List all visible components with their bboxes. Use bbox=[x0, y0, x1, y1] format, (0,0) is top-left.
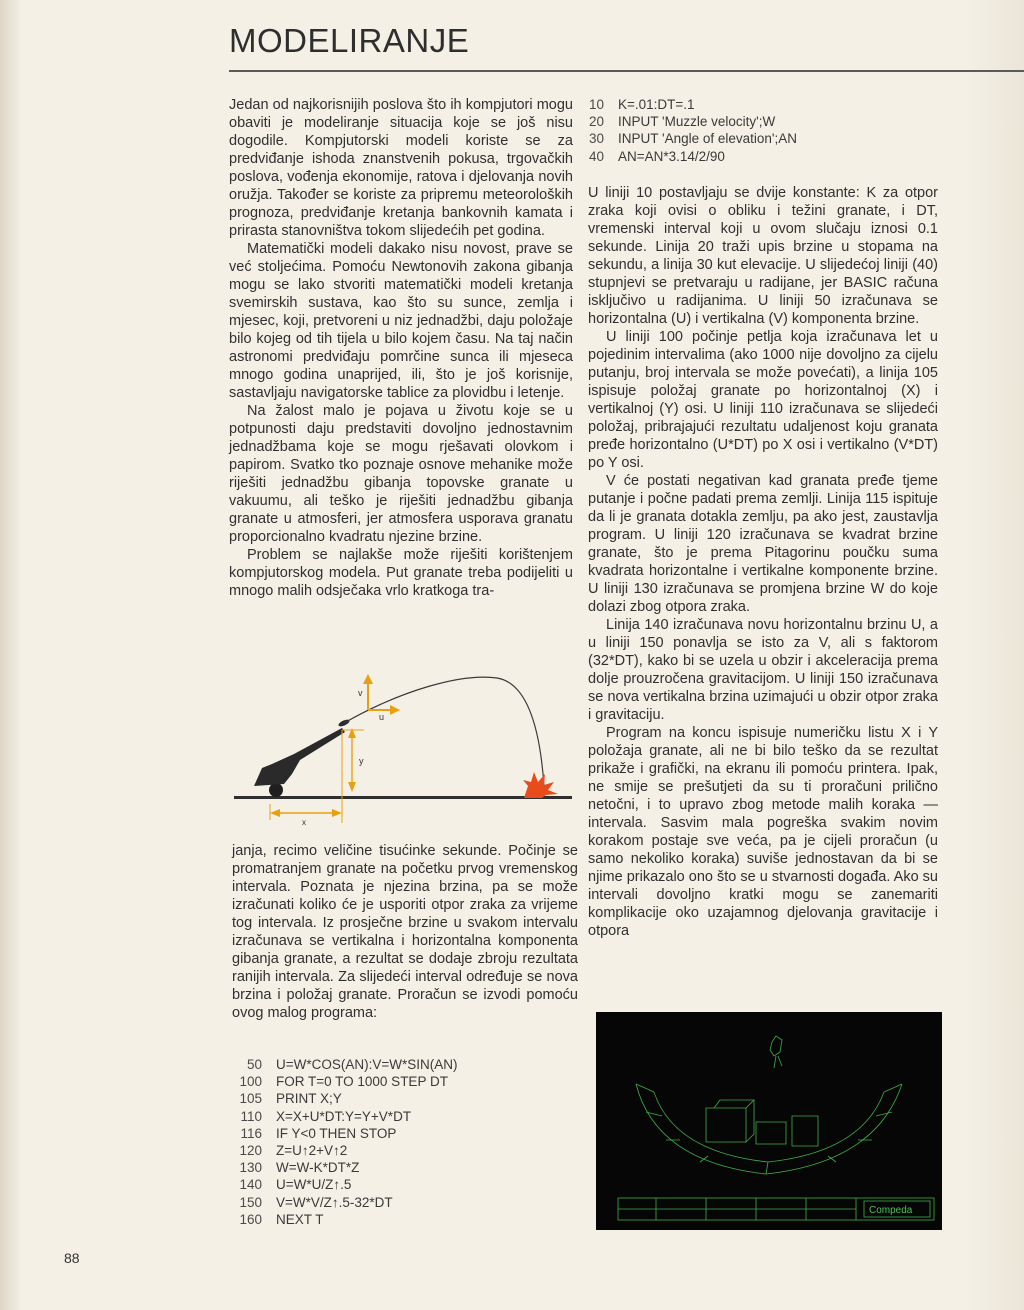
label-x: x bbox=[302, 818, 306, 827]
paragraph: V će postati negativan kad granata pređe tjeme putanje i počne padati prema zemlji. Linija 115 ispituje da li je granata dotakla zemlju, pa ako jest, zaustavlja program. U liniji 120 izračunava se kvadrat brzine granate, što je prema Pitagorinu poučku suma kvadrata horizontalne i vertikalne komponente brzine. U liniji 130 izračunava se promjena brzine W do koje dolazi zbog otpora zraka. bbox=[588, 473, 938, 615]
screen-logo-text: Compeda bbox=[869, 1205, 913, 1216]
wireframe-bowl-rim bbox=[636, 1084, 902, 1174]
line-number: 100 bbox=[239, 1074, 262, 1090]
label-v: v bbox=[358, 688, 363, 698]
code-line bbox=[228, 1073, 548, 1090]
wireframe-figure bbox=[770, 1036, 782, 1068]
trajectory-curve bbox=[344, 677, 544, 786]
code-line bbox=[580, 96, 880, 113]
page-title: MODELIRANJE bbox=[229, 22, 470, 59]
line-number: 50 bbox=[246, 1057, 262, 1072]
code-statement: INPUT 'Muzzle velocity';W bbox=[618, 114, 776, 130]
code-statement: AN=AN*3.14/2/90 bbox=[618, 148, 725, 164]
paragraph: Program na koncu ispisuje numeričku listu X i Y položaja granate, ali ne bi bilo teško da se rezultat prikaže i grafički, na ekranu ili pomoću printera. Ipak, ne smije se prešutjeti da su ti proračuni prilično netočni, i to upravo zbog metode malih koraka — intervala. Sasvim mala pogreška svakim novim korakom postaje sve veća, pa je cijeli proračun (u samo nekoliko koraka) suviše jednostavan da bi se njime prikazalo ono što se u stvarnosti događa. Ako su intervali dovoljno kratki mogu se zanemariti komplikacije oko uzajamnog djelovanja gravitacije i otpora bbox=[588, 725, 938, 939]
code-line bbox=[228, 1211, 548, 1228]
vector-u-arrowhead bbox=[390, 705, 400, 715]
right-column-text bbox=[588, 184, 938, 940]
code-statement: X=X+U*DT:Y=Y+V*DT bbox=[276, 1108, 412, 1124]
line-number: 40 bbox=[588, 148, 604, 164]
paragraph: U liniji 100 počinje petlja koja izračunava let u pojedinim intervalima (ako 1000 nije dovoljno za cijelu putanju, broj intervala se može povećati), a linija 105 ispisuje položaj granate po horizontalnoj (X) i vertikalnoj (Y) osi. U liniji 110 izračunava se slijedeći položaj, pribrajajući rezultatu udaljenost koju granata pređe horizontalno (U*DT) po X osi i vertikalno (V*DT) po Y osi. bbox=[588, 329, 938, 471]
page-edge-shadow bbox=[964, 0, 1024, 1310]
label-u: u bbox=[379, 712, 385, 722]
page-spine-shadow bbox=[0, 0, 22, 1310]
title-rule bbox=[229, 70, 1024, 72]
left-column-bottom-text bbox=[232, 842, 578, 1022]
line-number: 140 bbox=[239, 1177, 262, 1193]
code-statement: INPUT 'Angle of elevation';AN bbox=[618, 131, 797, 147]
code-line bbox=[228, 1176, 548, 1193]
paragraph: janja, recimo veličine tisućinke sekunde. Počinje se promatranjem granate na početku prvog vremenskog intervala. Poznata je njezina brzina, pa se može izračunati koliko će je usporiti otpor zraka za vrijeme tog intervala. Iz prosječne brzine u svakom intervalu izračunava se vertikalna i horizontalna komponenta gibanja granate, a rezultat se dodaje zbroju rezultata ranijih intervala. Za slijedeći interval određuje se nova brzina i položaj granate. Proračun se izvodi pomoću ovog malog programa: bbox=[232, 843, 578, 1021]
wireframe-bowl bbox=[636, 1084, 902, 1174]
code-line bbox=[228, 1056, 548, 1073]
paragraph: Jedan od najkorisnijih poslova što ih kompjutori mogu obaviti je modeliranje situacija koje se još nisu dogodile. Kompjutorski modeli koriste se za predviđanje ishoda znanstvenih pokusa, trgovačkih poslova, vođenja ekonomije, ratova i djelovanja novih oružja. Također se koriste za pripremu meteoroloških prognoza, predviđanje kretanja bankovnih kamata i prirasta stanovništva tokom slijedećih pet godina. bbox=[229, 97, 573, 239]
code-line bbox=[228, 1090, 548, 1107]
line-number: 110 bbox=[240, 1108, 262, 1124]
line-number: 150 bbox=[239, 1194, 262, 1210]
trajectory-diagram bbox=[232, 668, 577, 828]
code-statement: K=.01:DT=.1 bbox=[618, 97, 695, 112]
code-statement: PRINT X;Y bbox=[276, 1091, 342, 1107]
code-line bbox=[228, 1159, 548, 1176]
program-listing-top bbox=[580, 96, 880, 165]
wireframe-graphic bbox=[596, 1012, 942, 1230]
line-number: 30 bbox=[588, 131, 604, 147]
line-number: 160 bbox=[239, 1211, 262, 1227]
code-line bbox=[580, 130, 880, 147]
line-number: 105 bbox=[239, 1091, 262, 1107]
wireframe-panel-grid bbox=[618, 1198, 856, 1220]
computer-screen-photo bbox=[596, 1012, 942, 1230]
code-line bbox=[228, 1142, 548, 1159]
cannon-wheel bbox=[269, 783, 283, 797]
code-line bbox=[228, 1194, 548, 1211]
x-arrow-left bbox=[270, 809, 280, 817]
code-statement: FOR T=0 TO 1000 STEP DT bbox=[276, 1074, 448, 1090]
y-arrow-bottom bbox=[348, 782, 356, 792]
code-line bbox=[228, 1125, 548, 1142]
wireframe-structure bbox=[706, 1100, 818, 1146]
paragraph: Problem se najlakše može riješiti korištenjem kompjutorskog modela. Put granate treba podijeliti u mnogo malih odsječaka vrlo kratkoga tra- bbox=[229, 547, 573, 599]
code-statement: Z=U↑2+V↑2 bbox=[276, 1143, 348, 1159]
x-arrow-right bbox=[332, 809, 342, 817]
cannon-body bbox=[254, 728, 345, 786]
line-number: 20 bbox=[588, 114, 604, 130]
code-statement: V=W*V/Z↑.5-32*DT bbox=[276, 1194, 393, 1210]
line-number: 120 bbox=[239, 1143, 262, 1159]
paragraph: Linija 140 izračunava novu horizontalnu brzinu U, a u liniji 150 ponavlja se isto za V, ali s faktorom (32*DT), kako bi se uzela u obzir i akceleracija prema dolje prouzročena gravitacijom. U liniji 150 izračunava se nova vertikalna brzina uzimajući u obzir otpor zraka i gravitaciju. bbox=[588, 617, 938, 723]
code-line bbox=[580, 148, 880, 165]
ground-line bbox=[234, 796, 572, 799]
line-number: 130 bbox=[239, 1160, 262, 1176]
page-number: 88 bbox=[64, 1250, 80, 1266]
code-statement: U=W*U/Z↑.5 bbox=[276, 1177, 352, 1193]
code-statement: NEXT T bbox=[276, 1211, 324, 1227]
left-column-top-text bbox=[229, 96, 573, 600]
program-listing-bottom bbox=[228, 1056, 548, 1228]
vector-v-arrowhead bbox=[363, 674, 373, 684]
line-number: 116 bbox=[240, 1125, 262, 1141]
code-line bbox=[580, 113, 880, 130]
paragraph: U liniji 10 postavljaju se dvije konstante: K za otpor zraka koji ovisi o obliku i težini granate, i DT, vremenski interval koji u ovom slučaju iznosi 0.1 sekunde. Linija 20 traži upis brzine u stopama na sekundu, a linija 30 kut elevacije. U slijedećoj liniji (40) stupnjevi se pretvaraju u radijane, jer BASIC računa isključivo u radijanima. U liniji 50 izračunava se horizontalna (U) i vertikalna (V) komponenta brzine. bbox=[588, 185, 938, 327]
code-line bbox=[228, 1108, 548, 1125]
code-statement: U=W*COS(AN):V=W*SIN(AN) bbox=[276, 1057, 458, 1072]
paragraph: Na žalost malo je pojava u životu koje se u potpunosti daju predstaviti dovoljno jednostavnim jednadžbama koje se mogu rješavati olovkom i papirom. Svatko tko poznaje osnove mehanike može riješiti jednadžbu gibanja topovske granate u vakuumu, ali teško je riješiti jednadžbu gibanja granate u atmosferi, jer atmosfera usporava granatu proporcionalno kvadratu njezine brzine. bbox=[229, 403, 573, 545]
paragraph: Matematički modeli dakako nisu novost, prave se već stoljećima. Pomoću Newtonovih zakona gibanja mogu se lako stvoriti matematički modeli kretanja svemirskih sustava, kao što su sunce, zemlja i mjesec, koji, pretvoreni u niz jednadžbi, daju položaje bilo kojeg od tih tijela u bilo kojem času. Na taj način astronomi predviđaju pomrčine sunca ili mjeseca mnogo godina unaprijed, ili, što je još korisnije, sastavljaju navigatorske tablice za plovidbu i letenje. bbox=[229, 241, 573, 401]
label-y: y bbox=[359, 756, 364, 766]
code-statement: W=W-K*DT*Z bbox=[276, 1160, 360, 1176]
code-statement: IF Y<0 THEN STOP bbox=[276, 1125, 397, 1141]
line-number: 10 bbox=[588, 97, 604, 112]
explosion bbox=[523, 772, 558, 798]
